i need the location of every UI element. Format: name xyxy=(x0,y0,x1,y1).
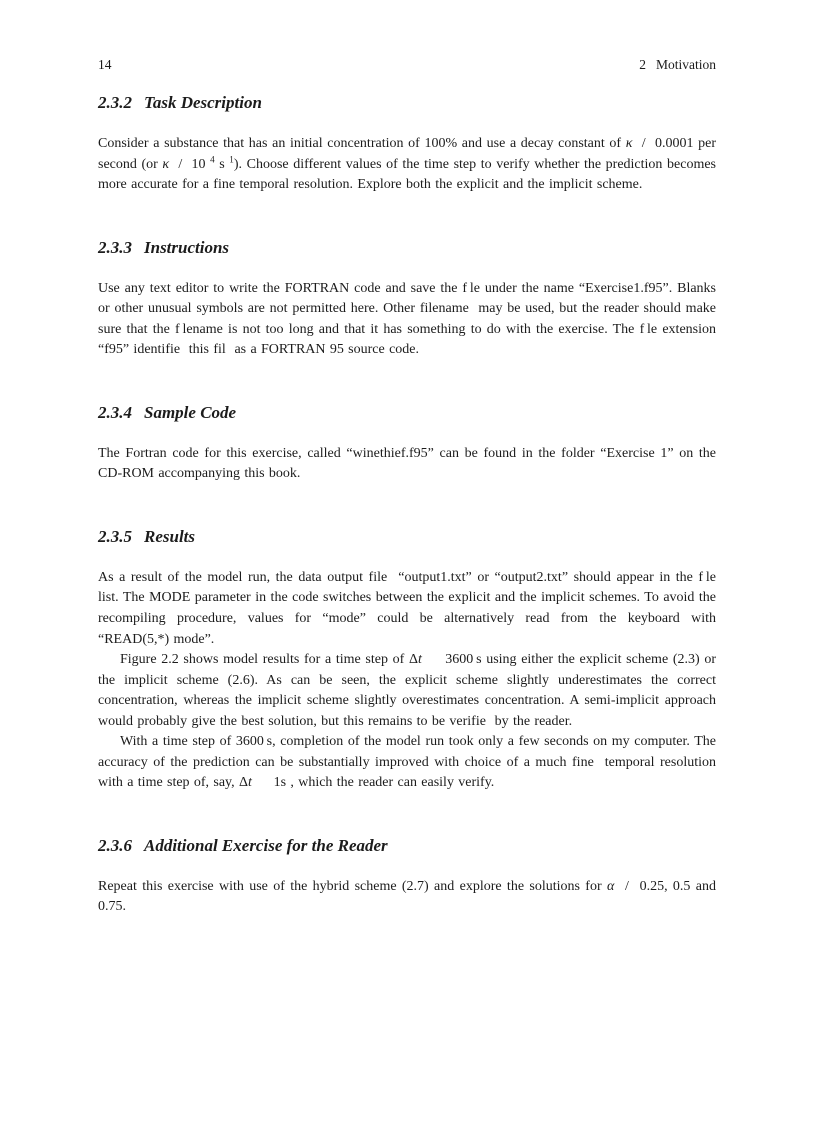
results-paragraph-2: Figure 2.2 shows model results for a time step of Δt 3600 s using either the explicit scheme (2.3) or the implicit scheme (2.6). As can be seen, the explicit scheme slightly underestimates the correct concentration, whereas the implicit scheme slightly overestimates concentration. A semi-implicit approach would probably give the best solution, but this remains to be verifie by the reader. xyxy=(98,652,716,729)
section-heading xyxy=(98,527,716,546)
section-title: Sample Code xyxy=(144,402,237,422)
section-number: 2.3.3 xyxy=(98,237,132,257)
section-results xyxy=(98,527,716,794)
additional-exercise-paragraph: Repeat this exercise with use of the hybrid scheme (2.7) and explore the solutions for α / 0.25, 0.5 and 0.75. xyxy=(98,878,716,915)
section-number: 2.3.2 xyxy=(98,93,132,112)
section-title: Task Description xyxy=(144,93,262,112)
section-instructions xyxy=(98,238,716,361)
task-description-paragraph: Consider a substance that has an initial concentration of 100% and use a decay constant of κ / 0.0001 per second (or κ / 10 $^4$ s $^1$). Choose different values of the time step to verify whether the prediction becomes more accurate for a fine temporal resolution. Explore both the explicit and the implicit scheme. xyxy=(98,136,717,193)
section-title: Instructions xyxy=(144,237,230,257)
page-number: 14 xyxy=(98,57,112,72)
section-number: 2.3.5 xyxy=(98,526,132,546)
section-heading xyxy=(98,836,716,855)
section-heading xyxy=(98,403,716,422)
results-paragraph-1: As a result of the model run, the data output file “output1.txt” or “output2.txt” should appear in the f le list. The MODE parameter in the code switches between the explicit and the implicit schemes. To avoid the recompiling procedure, values for “mode” could be alternatively read from the keyboard with “READ(5,*) mode”. xyxy=(98,569,716,647)
instructions-paragraph: Use any text editor to write the FORTRAN code and save the f le under the name “Exercise1.f95”. Blanks or other unusual symbols are not permitted here. Other filename may be used, but the reader should make sure that the f lename is not too long and that it has something to do with the exercise. The f le extension “f95” identifie this fil as a FORTRAN 95 source code. xyxy=(98,280,716,358)
section-sample-code xyxy=(98,403,716,485)
sample-code-paragraph: The Fortran code for this exercise, called “winethief.f95” can be found in the folder “Exercise 1” on the CD-ROM accompanying this book. xyxy=(98,445,716,482)
section-title: Additional Exercise for the Reader xyxy=(144,835,388,855)
section-title: Results xyxy=(144,526,196,546)
section-number: 2.3.4 xyxy=(98,402,132,422)
running-header xyxy=(98,57,716,73)
section-additional-exercise xyxy=(98,836,716,918)
section-number: 2.3.6 xyxy=(98,835,132,855)
chapter-title: Motivation xyxy=(656,57,716,72)
section-task-description xyxy=(98,93,716,196)
running-chapter xyxy=(639,57,716,73)
results-paragraph-3: With a time step of 3600 s, completion of the model run took only a few seconds on my computer. The accuracy of the prediction can be substantially improved with choice of a much fine temporal resolution with a time step of, say, Δt 1s , which the reader can easily verify. xyxy=(98,734,716,791)
chapter-number: 2 xyxy=(639,57,646,72)
section-heading xyxy=(98,238,716,257)
section-heading xyxy=(98,93,716,112)
